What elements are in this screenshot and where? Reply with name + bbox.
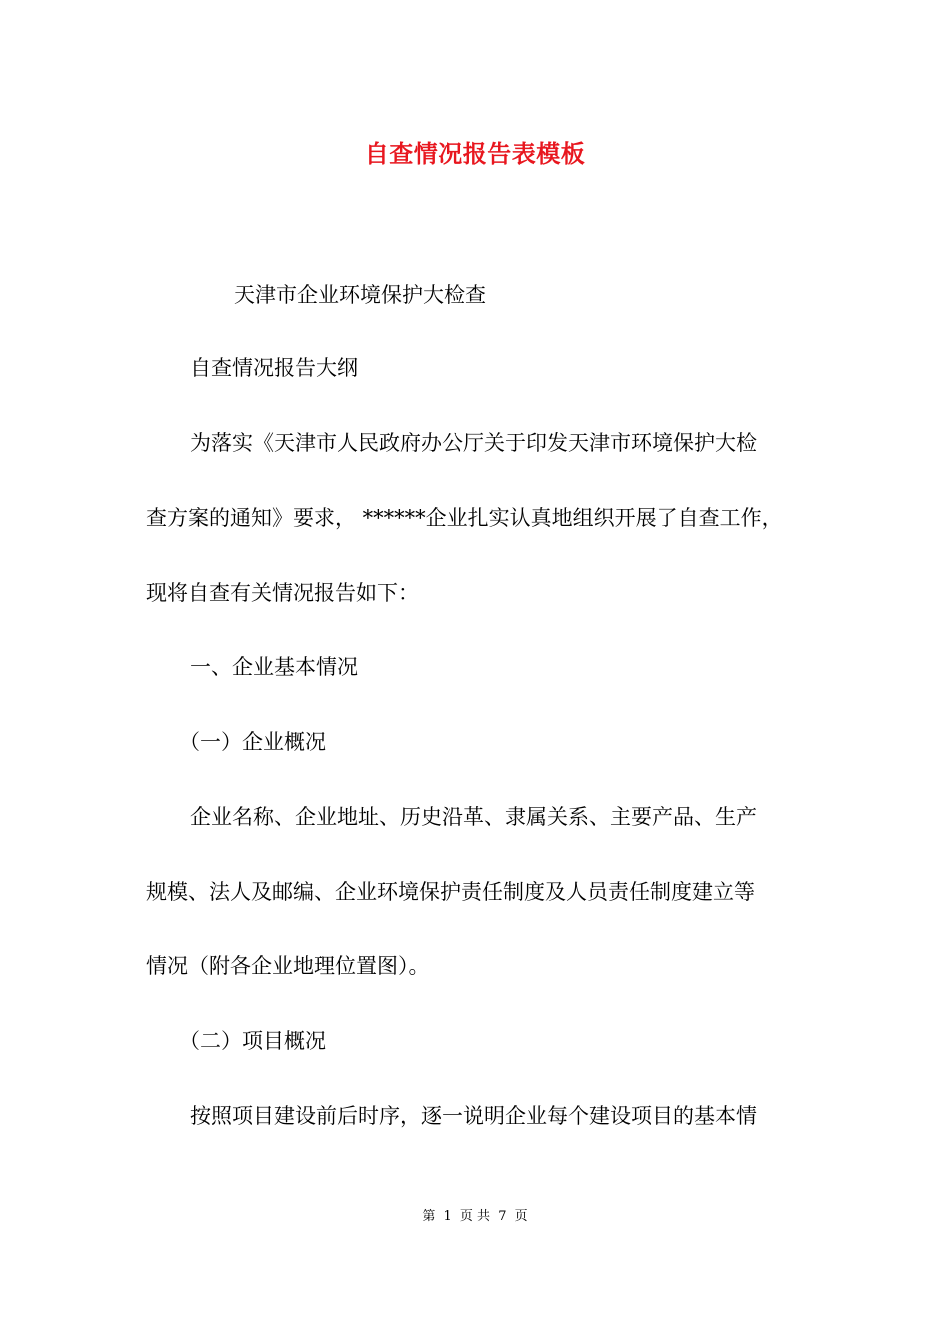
section-heading: 一、企业基本情况 [190,655,358,679]
page-footer [0,1208,950,1226]
subsection-heading: （二）项目概况 [179,1029,326,1053]
document-title: 自查情况报告表模板 [364,139,586,168]
paragraph-line: 企业名称、企业地址、历史沿革、隶属关系、主要产品、生产 [190,805,757,829]
paragraph-line: 自查情况报告大纲 [190,356,358,380]
footer-page-number: 1 [443,1209,452,1224]
footer-prefix: 第 [422,1209,436,1224]
footer-middle: 页 共 [459,1209,491,1224]
paragraph-line: 天津市企业环境保护大检查 [234,283,486,307]
subsection-heading: （一）企业概况 [179,730,326,754]
paragraph-line: 查方案的通知》要求， ******企业扎实认真地组织开展了自查工作， [146,506,783,530]
footer-suffix: 页 [514,1209,528,1224]
footer-total-pages: 7 [498,1209,507,1224]
paragraph-line: 为落实《天津市人民政府办公厅关于印发天津市环境保护大检 [190,431,757,455]
paragraph-line: 规模、法人及邮编、企业环境保护责任制度及人员责任制度建立等 [146,880,755,904]
paragraph-line: 情况（附各企业地理位置图）。 [146,954,430,978]
paragraph-line: 现将自查有关情况报告如下： [146,581,419,605]
paragraph-line: 按照项目建设前后时序，逐一说明企业每个建设项目的基本情 [190,1104,757,1128]
